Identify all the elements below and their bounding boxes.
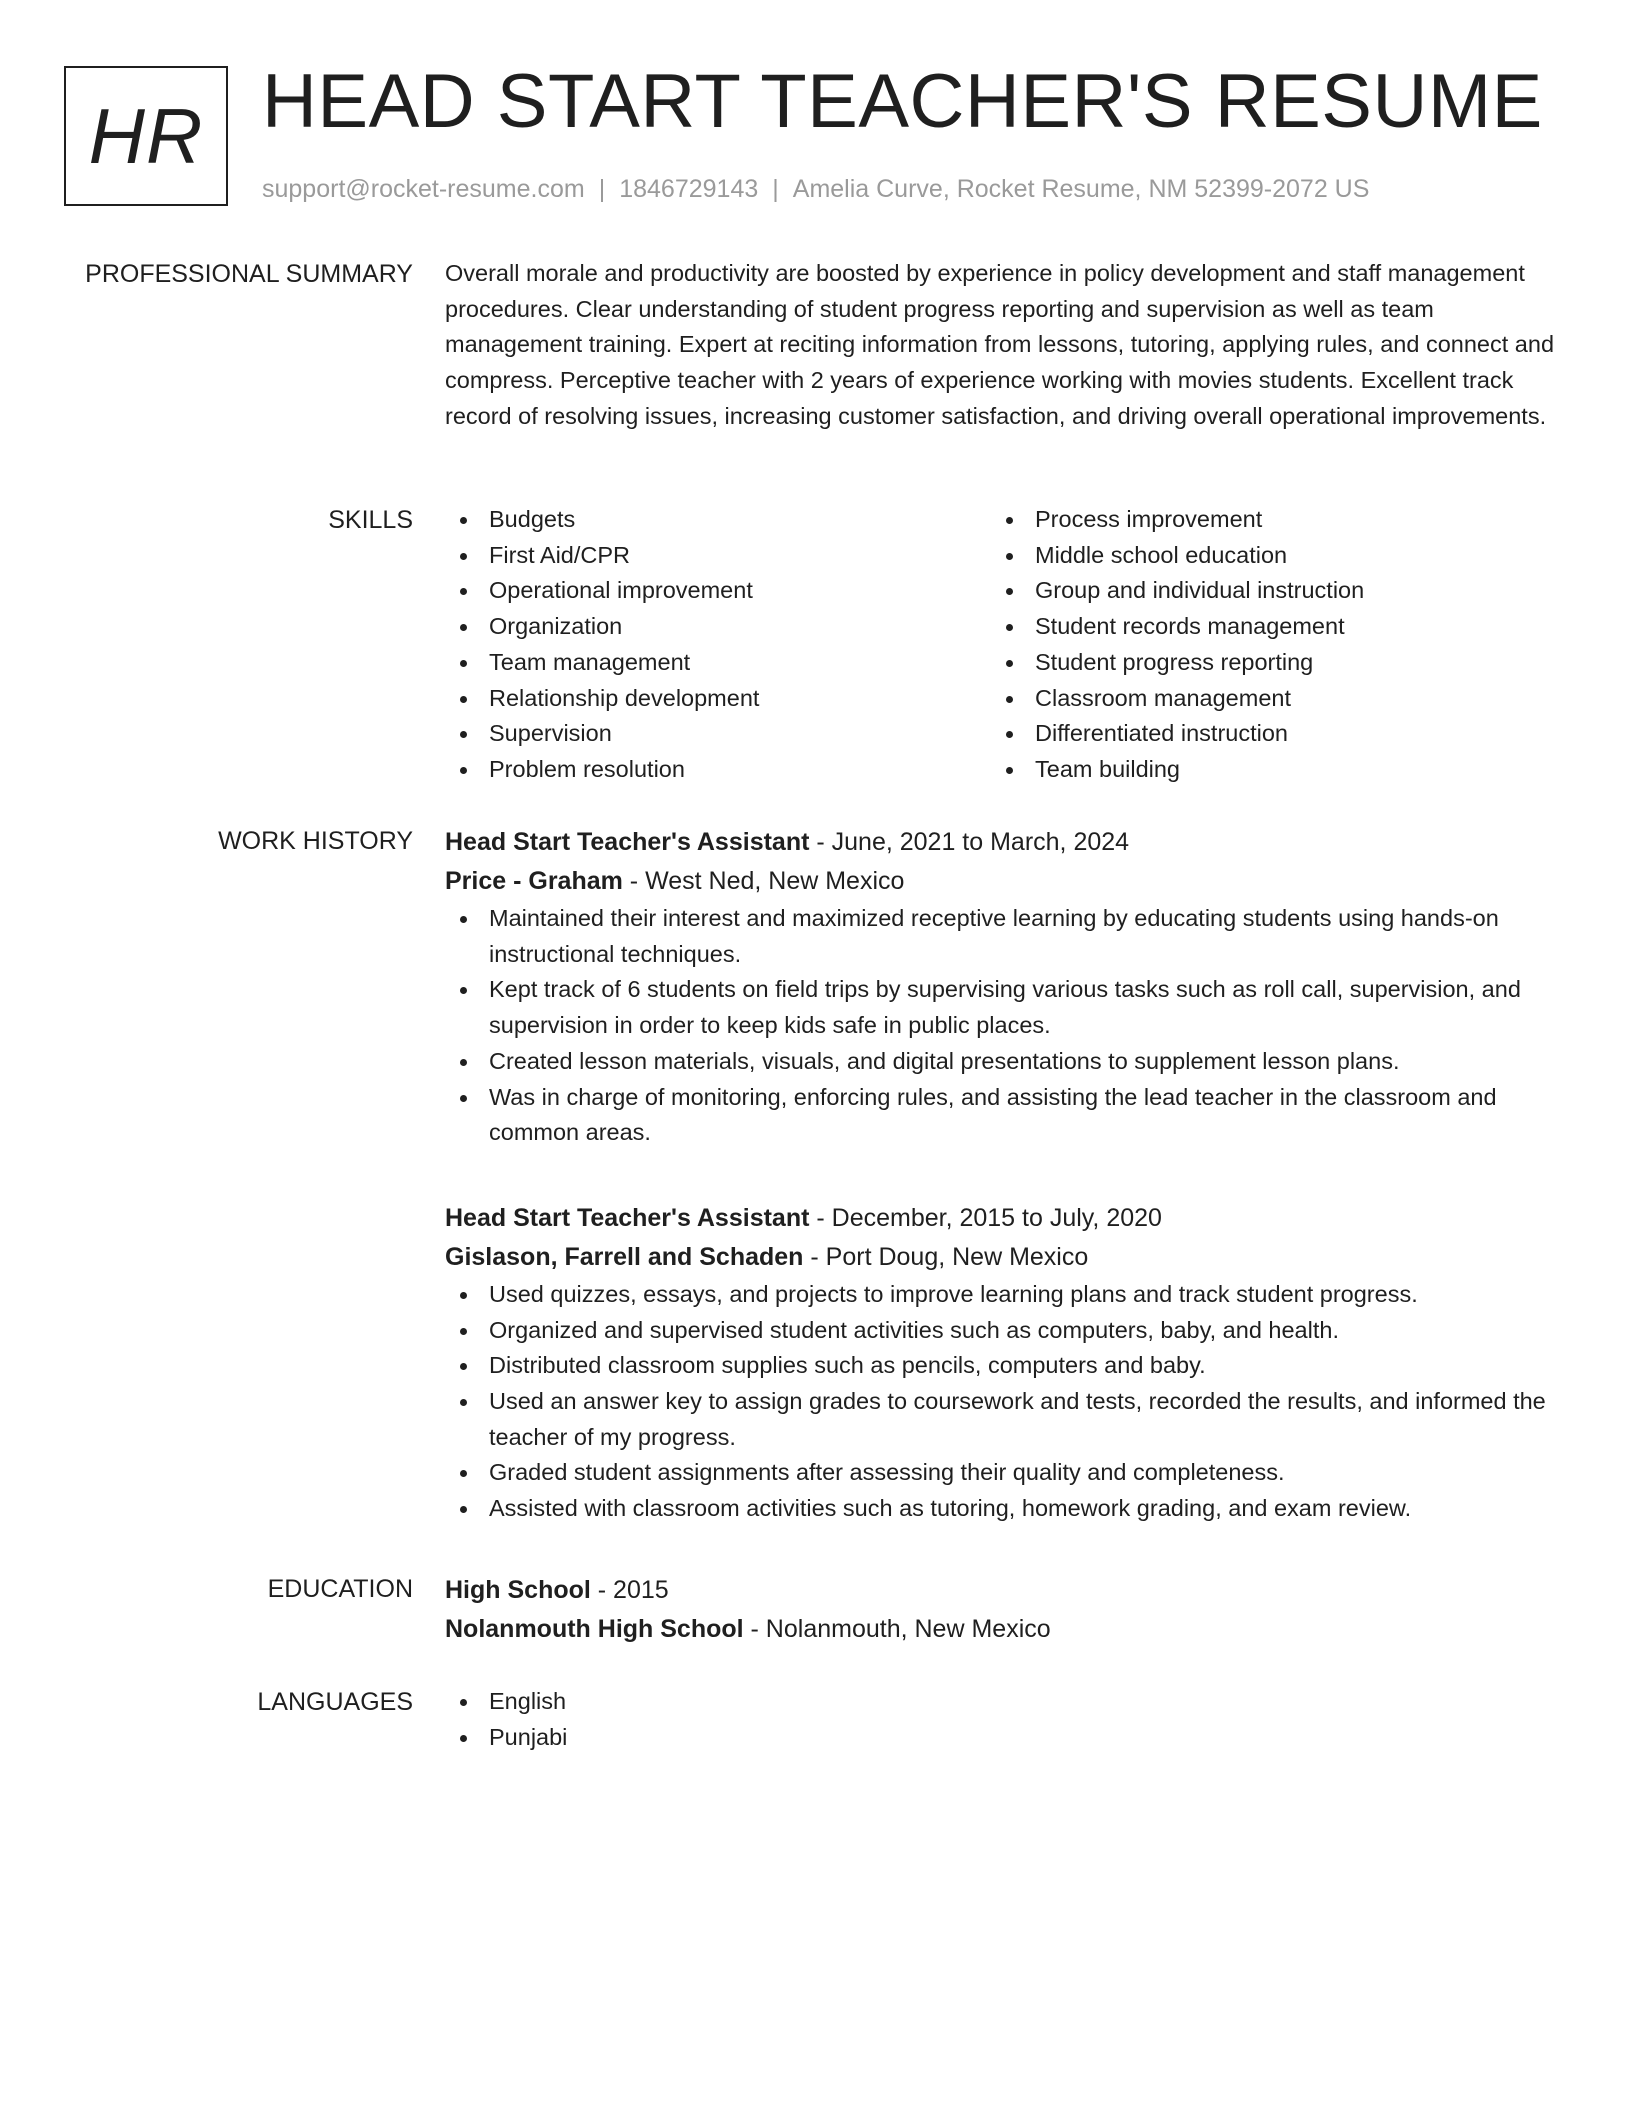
work-history-body [445,823,1555,1527]
job-duty: Organized and supervised student activities such as computers, baby, and health. [445,1313,1555,1349]
skill-item: Process improvement [991,502,1537,538]
job-company: Gislason, Farrell and Schaden [445,1242,804,1271]
languages-heading: LANGUAGES [257,1688,413,1716]
job-duty: Graded student assignments after assessing their quality and completeness. [445,1455,1555,1491]
contact-email[interactable]: support@rocket-resume.com [262,175,585,203]
contact-line [262,172,1369,206]
skill-item: Team management [445,645,991,681]
job-company: Price - Graham [445,867,623,895]
contact-separator: | [772,175,779,203]
summary-body [445,256,1555,435]
job-duties-list [445,1277,1555,1527]
skill-item: Team building [991,752,1537,788]
skill-item: Student records management [991,609,1537,645]
job-entry [445,823,1555,1151]
education-school-line [445,1610,1555,1649]
education-school: Nolanmouth High School [445,1615,744,1643]
job-duty: Assisted with classroom activities such as tutoring, homework grading, and exam review. [445,1491,1555,1527]
job-company-line [445,1238,1555,1277]
languages-list [445,1684,1555,1755]
languages-body [445,1684,1555,1755]
skill-item: Student progress reporting [991,645,1537,681]
language-item: English [445,1684,1555,1720]
skill-item: Supervision [445,716,991,752]
job-duty: Kept track of 6 students on field trips by supervising various tasks such as roll call, supervision, and supervision in order to keep kids safe in public places. [445,972,1555,1043]
job-duty: Used an answer key to assign grades to coursework and tests, recorded the results, and informed the teacher of my progress. [445,1384,1555,1455]
skills-list-right [991,502,1537,788]
job-entry [445,1199,1555,1527]
language-item: Punjabi [445,1720,1555,1756]
job-title: Head Start Teacher's Assistant [445,1203,810,1232]
job-duty: Distributed classroom supplies such as pencils, computers and baby. [445,1348,1555,1384]
skills-body [445,502,1555,788]
job-title-line [445,823,1555,862]
contact-address: Amelia Curve, Rocket Resume, NM 52399-2072 US [792,175,1370,203]
job-dates: - June, 2021 to March, 2024 [809,828,1130,856]
contact-separator: | [598,175,606,203]
education-location: - Nolanmouth, New Mexico [743,1615,1051,1643]
skill-item: Relationship development [445,681,991,717]
summary-text: Overall morale and productivity are boosted by experience in policy development and staff management procedures. Clear understanding of student progress reporting and supervision as well as team management training. Expert at reciting information from lessons, tutoring, applying rules, and connect and compress. Perceptive teacher with 2 years of experience working with movies students. Excellent track record of resolving issues, increasing customer satisfaction, and driving overall operational improvements. [445,260,1555,429]
skill-item: Middle school education [991,538,1537,574]
job-title: Head Start Teacher's Assistant [445,828,810,856]
job-dates: - December, 2015 to July, 2020 [809,1203,1162,1232]
job-duty: Created lesson materials, visuals, and digital presentations to supplement lesson plans. [445,1044,1555,1080]
page-title: HEAD START TEACHER'S RESUME [262,59,1543,144]
skill-item: Group and individual instruction [991,573,1537,609]
skills-list-left [445,502,991,788]
education-degree: High School [445,1576,591,1604]
monogram-logo: HR [64,66,228,206]
skill-item: First Aid/CPR [445,538,991,574]
skills-heading: SKILLS [328,506,413,534]
summary-heading: PROFESSIONAL SUMMARY [85,260,413,288]
skill-item: Differentiated instruction [991,716,1537,752]
job-duty: Maintained their interest and maximized receptive learning by educating students using hands-on instructional techniques. [445,901,1555,972]
work-history-heading: WORK HISTORY [218,827,413,855]
contact-phone[interactable]: 1846729143 [619,175,759,203]
job-title-line [445,1199,1555,1238]
skill-item: Classroom management [991,681,1537,717]
skill-item: Operational improvement [445,573,991,609]
job-duties-list [445,901,1555,1151]
skill-item: Problem resolution [445,752,991,788]
skill-item: Budgets [445,502,991,538]
job-company-line [445,862,1555,901]
education-heading: EDUCATION [267,1575,413,1603]
job-location: - West Ned, New Mexico [622,867,905,895]
education-degree-line [445,1571,1555,1610]
job-duty: Was in charge of monitoring, enforcing rules, and assisting the lead teacher in the classroom and common areas. [445,1080,1555,1151]
job-location: - Port Doug, New Mexico [803,1242,1089,1271]
job-duty: Used quizzes, essays, and projects to improve learning plans and track student progress. [445,1277,1555,1313]
skill-item: Organization [445,609,991,645]
education-body [445,1571,1555,1649]
education-year: - 2015 [590,1576,669,1604]
